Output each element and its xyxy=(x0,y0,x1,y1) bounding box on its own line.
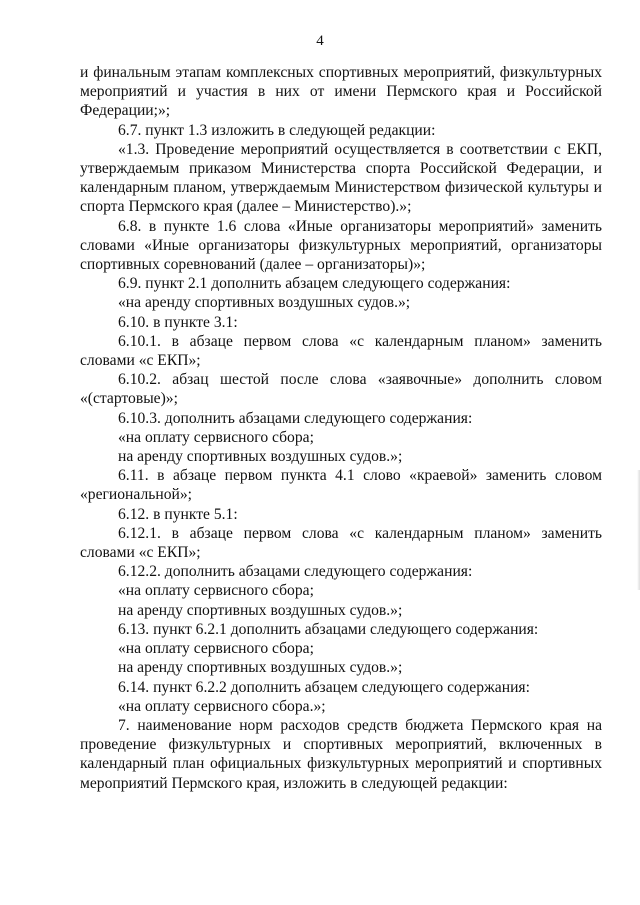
paragraph: 6.10.2. абзац шестой после слова «заявочные» дополнить словом «(стартовые)»; xyxy=(80,371,602,408)
document-body xyxy=(80,63,602,793)
paragraph: 6.9. пункт 2.1 дополнить абзацем следующего содержания: xyxy=(118,275,511,293)
page-number: 4 xyxy=(316,33,324,49)
paragraph: на аренду спортивных воздушных судов.»; xyxy=(118,659,403,677)
paragraph: 6.12.2. дополнить абзацами следующего содержания: xyxy=(118,563,473,581)
paragraph: 7. наименование норм расходов средств бюджета Пермского края на проведение физкультурных и спортивных мероприятий, включенных в календарный план официальных физкультурных мероприятий и спортивных мероприятий Пермского края, изложить в следующей редакции: xyxy=(80,716,602,792)
paragraph: на аренду спортивных воздушных судов.»; xyxy=(118,448,403,466)
paragraph: 6.10. в пункте 3.1: xyxy=(118,313,238,331)
paragraph: 6.12.1. в абзаце первом слова «с календарным планом» заменить словами «с ЕКП»; xyxy=(80,524,602,562)
paragraph: 6.12. в пункте 5.1: xyxy=(118,505,238,523)
paragraph: на аренду спортивных воздушных судов.»; xyxy=(118,601,403,619)
paragraph: 6.10.3. дополнить абзацами следующего содержания: xyxy=(118,409,473,427)
paragraph: «на оплату сервисного сбора; xyxy=(118,582,314,600)
paragraph: «на оплату сервисного сбора; xyxy=(118,428,314,446)
paragraph: 6.8. в пункте 1.6 слова «Иные организаторы мероприятий» заменить словами «Иные организаторы физкультурных мероприятий, организаторы спортивных соревнований (далее – организаторы)»; xyxy=(80,217,602,274)
paragraph: и финальным этапам комплексных спортивных мероприятий, физкультурных мероприятий и участия в них от имени Пермского края и Российской Федерации;»; xyxy=(80,64,602,120)
paragraph: 6.7. пункт 1.3 изложить в следующей редакции: xyxy=(118,121,436,139)
paragraph: «на аренду спортивных воздушных судов.»; xyxy=(118,294,411,312)
paragraph: «на оплату сервисного сбора.»; xyxy=(118,697,326,715)
paragraph: «1.3. Проведение мероприятий осуществляется в соответствии с ЕКП, утверждаемым приказом Министерства спорта Российской Федерации, и календарным планом, утверждаемым Министерством физической культуры и спорта Пермского края (далее – Министерство).»; xyxy=(80,140,602,216)
paragraph: 6.10.1. в абзаце первом слова «с календарным планом» заменить словами «с ЕКП»; xyxy=(80,332,602,370)
paragraph: 6.11. в абзаце первом пункта 4.1 слово «краевой» заменить словом «региональной»; xyxy=(80,467,602,504)
paragraph: 6.13. пункт 6.2.1 дополнить абзацами следующего содержания: xyxy=(118,620,539,638)
paragraph: 6.14. пункт 6.2.2 дополнить абзацем следующего содержания: xyxy=(118,678,530,696)
paragraph: «на оплату сервисного сбора; xyxy=(118,640,314,658)
